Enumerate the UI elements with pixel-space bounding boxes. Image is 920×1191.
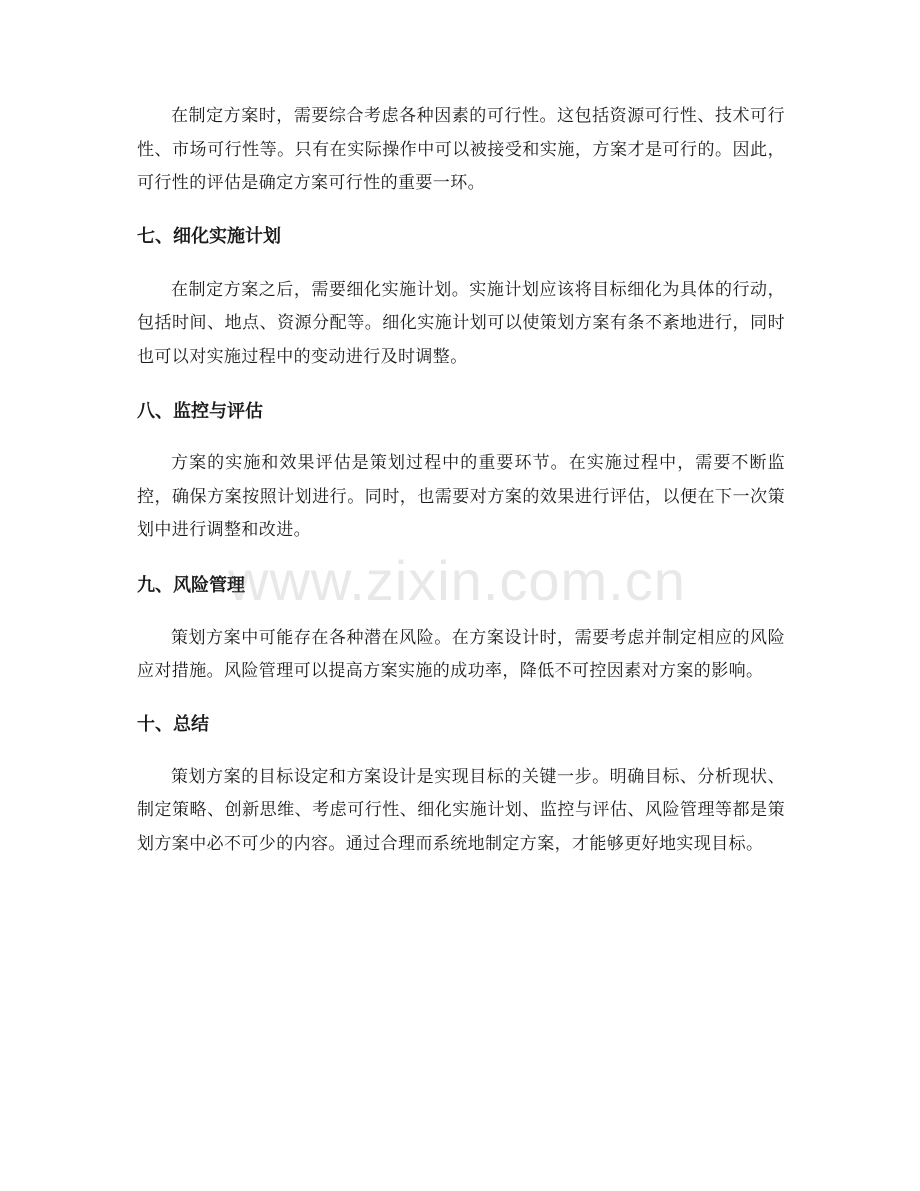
section-9-paragraph: 策划方案中可能存在各种潜在风险。在方案设计时，需要考虑并制定相应的风险应对措施。风险管理可以提高方案实施的成功率，降低不可控因素对方案的影响。 — [137, 627, 785, 681]
section-10-paragraph: 策划方案的目标设定和方案设计是实现目标的关键一步。明确目标、分析现状、制定策略、创新思维、考虑可行性、细化实施计划、监控与评估、风险管理等都是策划方案中必不可少的内容。通过合理而系统地制定方案，才能够更好地实现目标。 — [137, 766, 785, 854]
feasibility-paragraph: 在制定方案时，需要综合考虑各种因素的可行性。这包括资源可行性、技术可行性、市场可行性等。只有在实际操作中可以被接受和实施，方案才是可行的。因此，可行性的评估是确定方案可行性的重要一环。 — [137, 106, 785, 193]
section-7-paragraph: 在制定方案之后，需要细化实施计划。实施计划应该将目标细化为具体的行动，包括时间、地点、资源分配等。细化实施计划可以使策划方案有条不紊地进行，同时也可以对实施过程中的变动进行及时调整。 — [137, 279, 785, 367]
watermark: www.zixin.com.cn — [228, 549, 686, 612]
section-8-paragraph: 方案的实施和效果评估是策划过程中的重要环节。在实施过程中，需要不断监控，确保方案按照计划进行。同时，也需要对方案的效果进行评估，以便在下一次策划中进行调整和改进。 — [137, 453, 785, 540]
section-7-heading: 七、细化实施计划 — [137, 225, 281, 247]
document-body — [137, 100, 785, 861]
section-9-heading: 九、风险管理 — [137, 574, 245, 596]
section-8-heading: 八、监控与评估 — [137, 401, 263, 422]
section-10-heading: 十、总结 — [137, 713, 209, 735]
